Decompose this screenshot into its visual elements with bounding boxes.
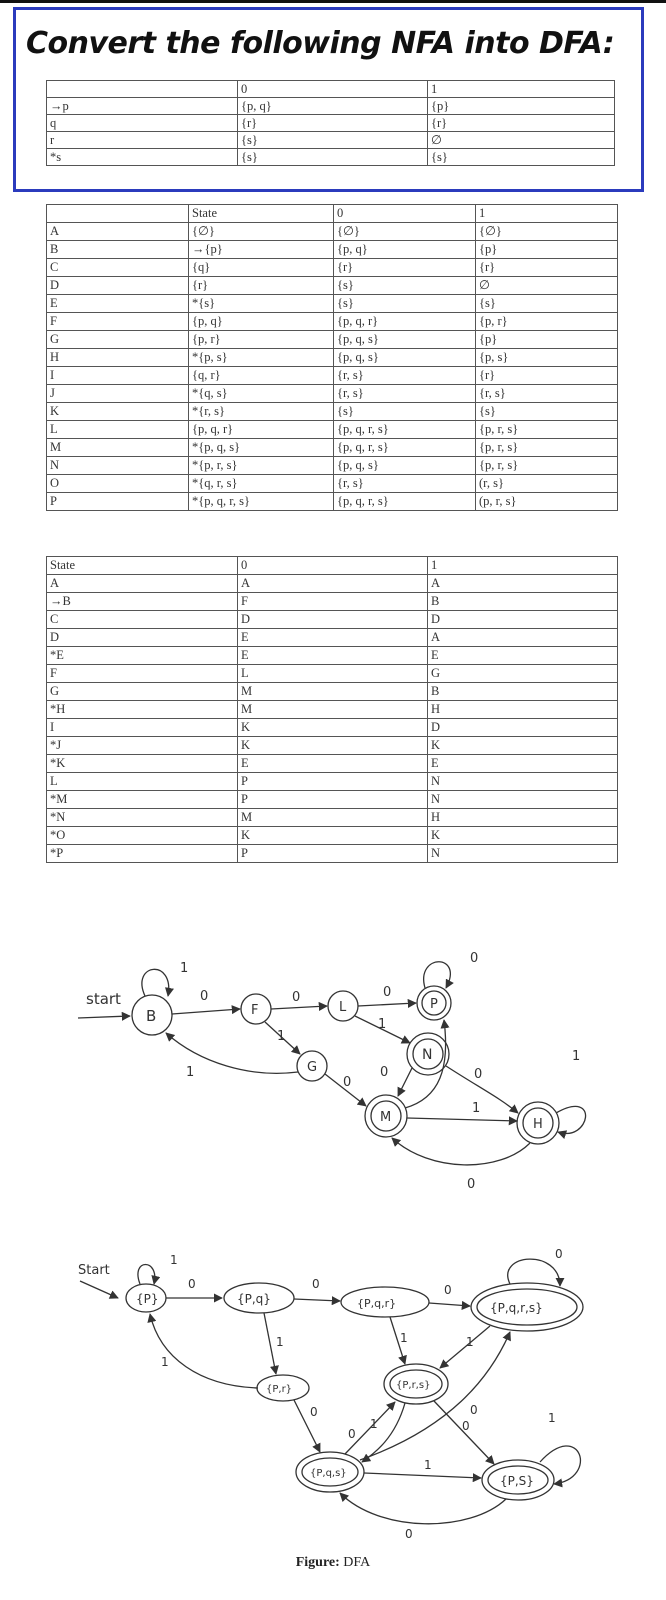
table-cell: {p, s} — [476, 349, 618, 367]
table-cell: {r} — [476, 367, 618, 385]
table-cell: K — [428, 737, 618, 755]
table-row — [47, 827, 618, 845]
table-cell: J — [47, 385, 189, 403]
d1-lbl-l-n: 1 — [378, 1017, 387, 1032]
table-row — [47, 277, 618, 295]
edge2-pqrs-loop — [508, 1259, 560, 1286]
table-cell — [47, 205, 189, 223]
d2-set-p: {P} — [136, 1292, 159, 1306]
table-cell: K — [238, 719, 428, 737]
table-cell: {r, s} — [476, 385, 618, 403]
table-row — [47, 575, 618, 593]
edge2-pqs-pqrs — [360, 1332, 510, 1460]
table-cell: *{p, s} — [189, 349, 334, 367]
table-cell: {r} — [428, 115, 615, 132]
start-arrow — [78, 1016, 130, 1018]
table-cell: {∅} — [334, 223, 476, 241]
table-row — [47, 132, 615, 149]
d1-state-m: M — [380, 1110, 392, 1125]
table-cell: M — [238, 809, 428, 827]
subset-construction-table — [46, 204, 618, 511]
table-cell: A — [428, 629, 618, 647]
d1-start-label: start — [86, 990, 121, 1008]
table-cell: E — [238, 647, 428, 665]
table-cell: State — [47, 557, 238, 575]
table-cell: ∅ — [428, 132, 615, 149]
d2-set-pqr: {P,q,r} — [357, 1297, 397, 1310]
d2-set-pq: {P,q} — [237, 1292, 271, 1306]
table-cell: {r, s} — [334, 475, 476, 493]
d2-lbl-pr-pqs: 0 — [310, 1405, 318, 1419]
table-cell: E — [428, 647, 618, 665]
table-cell: 1 — [428, 81, 615, 98]
table-cell: N — [428, 845, 618, 863]
table-cell: {s} — [334, 403, 476, 421]
table-cell: L — [238, 665, 428, 683]
table-cell: ∅ — [476, 277, 618, 295]
table-cell: {p, q, s} — [334, 331, 476, 349]
edge-l-p — [358, 1003, 416, 1006]
d2-lbl-pqs-prs: 1 — [370, 1417, 378, 1431]
table-row — [47, 665, 618, 683]
table-cell: 1 — [476, 205, 618, 223]
d2-start-label: Start — [78, 1263, 110, 1278]
caption-label: Figure: — [295, 1555, 340, 1570]
edge2-pq-pqr — [294, 1299, 340, 1301]
d1-lbl-b-loop: 1 — [180, 961, 189, 976]
table-cell: {p, r} — [476, 313, 618, 331]
table-cell: {p, q, s} — [334, 457, 476, 475]
d2-lbl-p-pq: 0 — [188, 1277, 196, 1291]
table-header-row — [47, 557, 618, 575]
table-cell: {q, r} — [189, 367, 334, 385]
d1-lbl-m-h: 1 — [472, 1101, 481, 1116]
edge-n-m — [398, 1068, 412, 1096]
table-row — [47, 295, 618, 313]
d2-set-ps: {P,S} — [500, 1474, 534, 1488]
table-cell: r — [47, 132, 238, 149]
edge2-ps-pqs — [340, 1493, 506, 1524]
table-cell: G — [47, 683, 238, 701]
table-cell: K — [428, 827, 618, 845]
table-cell: I — [47, 719, 238, 737]
table-cell: {p, r} — [189, 331, 334, 349]
d1-state-b: B — [146, 1007, 157, 1025]
table-cell: L — [47, 421, 189, 439]
caption-text: DFA — [343, 1555, 371, 1570]
table-header-row — [47, 205, 618, 223]
table-cell: {r} — [334, 259, 476, 277]
table-cell: {r} — [189, 277, 334, 295]
table-cell: D — [47, 629, 238, 647]
table-cell: *{p, q, r, s} — [189, 493, 334, 511]
table-cell: *M — [47, 791, 238, 809]
dfa-transition-table — [46, 556, 618, 863]
table-cell: {p, r, s} — [476, 421, 618, 439]
table-cell: {r} — [476, 259, 618, 277]
table-cell: *{q, r, s} — [189, 475, 334, 493]
table-cell: {s} — [476, 295, 618, 313]
table-row — [47, 385, 618, 403]
d2-lbl-ps-pqs: 0 — [405, 1527, 413, 1541]
table-cell: M — [47, 439, 189, 457]
table-cell: B — [428, 593, 618, 611]
table-cell: *{p, q, s} — [189, 439, 334, 457]
table-row — [47, 809, 618, 827]
edge2-ps-loop — [540, 1446, 580, 1484]
table-cell: K — [47, 403, 189, 421]
table-cell: B — [47, 241, 189, 259]
table-row — [47, 313, 618, 331]
d2-lbl-pqs-pqrs: 0 — [470, 1403, 478, 1417]
d1-lbl-h-m: 0 — [467, 1177, 476, 1192]
table-cell: B — [428, 683, 618, 701]
table-row — [47, 115, 615, 132]
table-cell: *P — [47, 845, 238, 863]
table-cell: P — [47, 493, 189, 511]
table-row — [47, 149, 615, 166]
table-cell: {s} — [334, 277, 476, 295]
table-cell: (r, s} — [476, 475, 618, 493]
table-cell: {p, q, r} — [334, 313, 476, 331]
table-cell: H — [428, 809, 618, 827]
edge2-pr-p — [150, 1314, 258, 1388]
table-cell: D — [47, 277, 189, 295]
table-cell: G — [428, 665, 618, 683]
table-row — [47, 349, 618, 367]
table-cell: A — [47, 575, 238, 593]
table-cell: {p, q, s} — [334, 349, 476, 367]
edge2-pqr-pqrs — [429, 1303, 470, 1306]
table-cell: {p, q, r, s} — [334, 493, 476, 511]
table-cell: N — [428, 773, 618, 791]
table-cell: {p} — [476, 241, 618, 259]
table-row — [47, 629, 618, 647]
table-row — [47, 331, 618, 349]
table-cell: {s} — [428, 149, 615, 166]
d2-lbl-pqr-pqrs: 0 — [444, 1283, 452, 1297]
table-cell: D — [428, 611, 618, 629]
table-cell: 1 — [428, 557, 618, 575]
d2-set-pqs: {P,q,s} — [310, 1468, 347, 1479]
d1-state-n: N — [422, 1047, 433, 1063]
d1-lbl-f-g: 1 — [277, 1029, 286, 1044]
start-arrow-2 — [80, 1281, 118, 1298]
table-cell: *{s} — [189, 295, 334, 313]
table-cell: P — [238, 845, 428, 863]
page-title: Convert the following NFA into DFA: — [26, 26, 615, 61]
figure-caption — [0, 1555, 666, 1571]
table-cell: {s} — [238, 132, 428, 149]
table-cell: {∅} — [189, 223, 334, 241]
d1-lbl-l-p: 0 — [383, 985, 392, 1000]
table-cell: E — [47, 295, 189, 313]
edge-m-h — [407, 1118, 517, 1121]
d1-state-f: F — [251, 1003, 259, 1018]
d2-lbl-pr-p: 1 — [161, 1355, 169, 1369]
table-cell: (p, r, s} — [476, 493, 618, 511]
table-cell: *K — [47, 755, 238, 773]
table-cell: State — [189, 205, 334, 223]
d1-state-g: G — [307, 1060, 318, 1075]
d1-lbl-g-b: 1 — [186, 1065, 195, 1080]
edge2-pqs-ps — [364, 1473, 481, 1478]
edge-b-loop — [142, 969, 169, 996]
table-cell: G — [47, 331, 189, 349]
edge-h-loop — [556, 1106, 586, 1133]
d2-lbl-pq-pqr: 0 — [312, 1277, 320, 1291]
d1-lbl-f-l: 0 — [292, 990, 301, 1005]
table-cell: {p} — [476, 331, 618, 349]
table-row — [47, 755, 618, 773]
table-cell: K — [238, 827, 428, 845]
table-cell: {p, q} — [189, 313, 334, 331]
d1-state-p: P — [430, 997, 438, 1012]
dfa-diagram-letters — [0, 948, 666, 1208]
table-row — [47, 367, 618, 385]
table-cell: {p} — [428, 98, 615, 115]
edge2-pq-pr — [264, 1313, 276, 1374]
table-cell: →B — [47, 593, 238, 611]
table-cell: {s} — [238, 149, 428, 166]
table-row — [47, 683, 618, 701]
table-row — [47, 259, 618, 277]
d2-lbl-pqs-ps: 1 — [424, 1458, 432, 1472]
table-row — [47, 98, 615, 115]
edge-f-l — [271, 1006, 327, 1009]
edge2-p-loop — [138, 1265, 155, 1285]
table-cell: {p, r, s} — [476, 439, 618, 457]
table-cell: M — [238, 683, 428, 701]
table-cell: {r, s} — [334, 367, 476, 385]
table-cell: *H — [47, 701, 238, 719]
table-cell: {r} — [238, 115, 428, 132]
table-cell: {p, r, s} — [476, 457, 618, 475]
d1-lbl-n-h: 0 — [474, 1067, 483, 1082]
table-cell: O — [47, 475, 189, 493]
table-cell: *{r, s} — [189, 403, 334, 421]
table-cell: N — [428, 791, 618, 809]
table-row — [47, 439, 618, 457]
table-cell: L — [47, 773, 238, 791]
table-cell: I — [47, 367, 189, 385]
table-row — [47, 701, 618, 719]
table-row — [47, 457, 618, 475]
table-cell: {p, q, r} — [189, 421, 334, 439]
table-cell: *N — [47, 809, 238, 827]
d1-lbl-h-loop: 1 — [572, 1049, 581, 1064]
table-cell: *O — [47, 827, 238, 845]
table-cell — [47, 81, 238, 98]
table-cell: {r, s} — [334, 385, 476, 403]
table-row — [47, 773, 618, 791]
table-row — [47, 475, 618, 493]
edge2-prs-pqs — [362, 1403, 405, 1462]
table-row — [47, 493, 618, 511]
edge-b-f — [172, 1009, 240, 1014]
edge2-pqrs-prs — [440, 1326, 490, 1368]
table-row — [47, 223, 618, 241]
d1-lbl-b-f: 0 — [200, 989, 209, 1004]
d1-lbl-p-loop: 0 — [470, 951, 479, 966]
d1-lbl-g-m: 0 — [343, 1075, 352, 1090]
d2-lbl-pq-pr: 1 — [276, 1335, 284, 1349]
d2-lbl-pqrs-loop: 0 — [555, 1248, 563, 1261]
table-cell: *J — [47, 737, 238, 755]
d2-set-pqrs: {P,q,r,s} — [490, 1301, 543, 1315]
table-cell: 0 — [334, 205, 476, 223]
table-header-row — [47, 81, 615, 98]
table-cell: *s — [47, 149, 238, 166]
table-cell: {∅} — [476, 223, 618, 241]
d2-set-prs: {P,r,s} — [396, 1380, 431, 1391]
table-cell: A — [47, 223, 189, 241]
d1-state-l: L — [339, 1000, 347, 1015]
d2-lbl-prs-pqs: 0 — [348, 1427, 356, 1441]
table-cell: 0 — [238, 81, 428, 98]
table-cell: *{p, r, s} — [189, 457, 334, 475]
table-cell: F — [47, 313, 189, 331]
table-cell: {p, q} — [334, 241, 476, 259]
table-cell: E — [238, 755, 428, 773]
table-cell: C — [47, 611, 238, 629]
table-cell: D — [238, 611, 428, 629]
table-cell: F — [47, 665, 238, 683]
table-cell: q — [47, 115, 238, 132]
table-cell: A — [238, 575, 428, 593]
table-cell: →p — [47, 98, 238, 115]
d2-set-pr: {P,r} — [266, 1384, 293, 1395]
table-cell: {p, q, r, s} — [334, 421, 476, 439]
table-cell: N — [47, 457, 189, 475]
table-cell: E — [428, 755, 618, 773]
table-cell: K — [238, 737, 428, 755]
table-row — [47, 737, 618, 755]
table-row — [47, 647, 618, 665]
table-row — [47, 791, 618, 809]
d2-lbl-ps-loop: 1 — [548, 1411, 556, 1425]
table-row — [47, 403, 618, 421]
table-cell: H — [47, 349, 189, 367]
table-cell: P — [238, 791, 428, 809]
dfa-diagram-sets — [0, 1248, 666, 1548]
d2-lbl-pqr-prs: 1 — [400, 1331, 408, 1345]
d2-lbl-p-loop: 1 — [170, 1253, 178, 1267]
table-cell: {s} — [476, 403, 618, 421]
edge-h-m — [392, 1138, 530, 1165]
table-row — [47, 719, 618, 737]
table-cell: F — [238, 593, 428, 611]
table-cell: D — [428, 719, 618, 737]
top-rule — [0, 0, 666, 3]
table-cell: *E — [47, 647, 238, 665]
table-cell: →{p} — [189, 241, 334, 259]
nfa-transition-table — [46, 80, 615, 166]
table-cell: {p, q} — [238, 98, 428, 115]
table-cell: 0 — [238, 557, 428, 575]
table-cell: M — [238, 701, 428, 719]
table-cell: H — [428, 701, 618, 719]
d2-lbl-prs-ps: 0 — [462, 1419, 470, 1433]
table-cell: *{q, s} — [189, 385, 334, 403]
table-row — [47, 241, 618, 259]
table-cell: P — [238, 773, 428, 791]
table-row — [47, 845, 618, 863]
edge-p-loop — [424, 962, 451, 988]
table-cell: {p, q, r, s} — [334, 439, 476, 457]
table-row — [47, 593, 618, 611]
table-cell: {q} — [189, 259, 334, 277]
d1-lbl-n-m: 0 — [380, 1065, 389, 1080]
table-cell: A — [428, 575, 618, 593]
table-cell: E — [238, 629, 428, 647]
table-cell: {s} — [334, 295, 476, 313]
d2-lbl-pqrs-prs: 1 — [466, 1335, 474, 1349]
table-row — [47, 611, 618, 629]
d1-state-h: H — [533, 1117, 543, 1132]
table-cell: C — [47, 259, 189, 277]
table-row — [47, 421, 618, 439]
